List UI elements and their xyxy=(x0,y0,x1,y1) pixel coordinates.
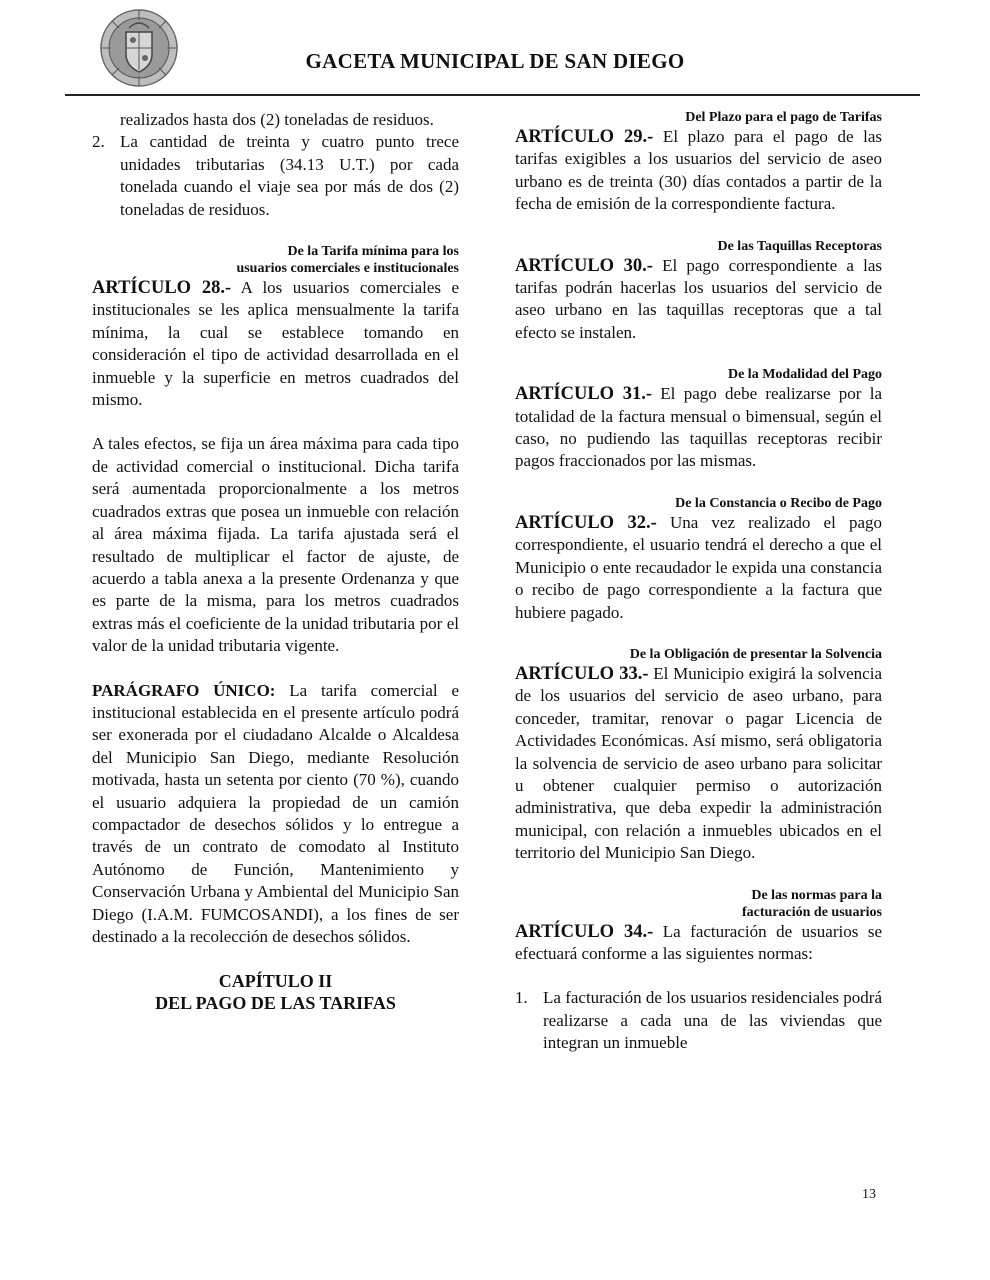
article-29-heading: Del Plazo para el pago de Tarifas xyxy=(685,110,882,125)
article-28-body: ARTÍCULO 28.- A los usuarios comerciales e institucionales se les aplica mensualmente la tarifa mínima, la cual se establece tomando en consideración el tipo de actividad desarrollada en el inmueble y la superficie en metros cuadrados del mismo. xyxy=(92,278,460,410)
list-item-text: La cantidad de treinta y cuatro punto trece unidades tributarias (34.13 U.T.) por cada tonelada cuando el viaje sea por más de dos (2) toneladas de residuos. xyxy=(120,132,459,219)
list-item-continuation: realizados hasta dos (2) toneladas de residuos. xyxy=(120,110,434,129)
left-column xyxy=(92,109,459,1014)
page-number: 13 xyxy=(862,1187,876,1202)
article-32-label: ARTÍCULO 32.- xyxy=(515,512,657,533)
right-column xyxy=(515,109,882,1055)
article-33-heading: De la Obligación de presentar la Solvencia xyxy=(629,646,882,662)
chapter-title: DEL PAGO DE LAS TARIFAS xyxy=(155,993,396,1014)
article-28-label: ARTÍCULO 28.- xyxy=(92,278,232,299)
article-31-label: ARTÍCULO 31.- xyxy=(515,384,653,405)
article-34-heading: De las normas para la facturación de usuarios xyxy=(742,887,882,920)
chapter-heading xyxy=(92,970,459,1014)
article-31-body: ARTÍCULO 31.- El pago debe realizarse por la totalidad de la factura mensual o bimensual, según el caso, no pudiendo las taquillas receptoras recibir pagos fraccionados por las mismas. xyxy=(515,384,883,471)
paragrafo-label: PARÁGRAFO ÚNICO: xyxy=(92,680,276,700)
article-34-label: ARTÍCULO 34.- xyxy=(515,921,654,942)
article-33-body: ARTÍCULO 33.- El Municipio exigirá la solvencia de los usuarios del servicio de aseo urbano, para conceder, tramitar, renovar o pagar Licencia de Actividades Económicas. Así mismo, será obligatoria la solvencia de servicio de aseo urbano para solicitar u obtener cualquier permiso o autorización administrativa, que deba expedir la administración municipal, con relación a inmuebles ubicados en el territorio del Municipio San Diego. xyxy=(515,663,882,863)
article-31-heading: De la Modalidad del Pago xyxy=(727,367,882,383)
gazette-title: GACETA MUNICIPAL DE SAN DIEGO xyxy=(305,49,685,73)
article-28-paragraph-2: A tales efectos, se fija un área máxima para cada tipo de actividad comercial o institucional. Dicha tarifa será aumentada proporcionalmente a los metros cuadrados extras que posea un inmueble con relación al área máxima fijada. La tarifa ajustada será el resultado de multiplicar el factor de ajuste, de acuerdo a tabla anexa a la presente Ordenanza y que es parte de la misma, para los metros cuadrados extras más el coeficiente de la unidad tributaria por el valor de la unidad tributaria vigente. xyxy=(92,434,459,656)
article-30-heading: De las Taquillas Receptoras xyxy=(717,238,882,254)
list-item-text: La facturación de los usuarios residenciales podrá realizarse a cada una de las viviendas que integran un inmueble xyxy=(543,988,882,1053)
coat-of-arms-icon xyxy=(99,8,179,88)
list-item xyxy=(92,131,459,221)
article-32-body: ARTÍCULO 32.- Una vez realizado el pago correspondiente, el usuario tendrá el derecho a que el Municipio o ente recaudador le expida una constancia o recibo de pago correspondiente a la factura que hubiere pagado. xyxy=(515,512,882,622)
header-divider xyxy=(65,94,920,96)
article-29-label: ARTÍCULO 29.- xyxy=(515,127,654,147)
list-item xyxy=(515,987,882,1054)
article-29-body: ARTÍCULO 29.- El plazo para el pago de las tarifas exigibles a los usuarios del servicio de aseo urbano es de treinta (30) días contados a partir de la fecha de emisión de la correspondiente factura. xyxy=(515,127,882,214)
article-34-body: ARTÍCULO 34.- La facturación de usuarios se efectuará conforme a las siguientes normas: xyxy=(515,921,883,963)
list-item-number: 1. xyxy=(515,988,528,1008)
paragrafo-unico: PARÁGRAFO ÚNICO: La tarifa comercial e institucional establecida en el presente artículo podrá ser exonerada por el ciudadano Alcalde o Alcaldesa del Municipio San Diego, mediante Resolución motivada, hasta un setenta por ciento (70 %), cuando el usuario adquiera la propiedad de un camión compactador de desechos sólidos y lo entregue a través de un contrato de comodato al Instituto Autónomo de Función, Mantenimiento y Conservación Urbana y Ambiental del Municipio San Diego (I.A.M. FUMCOSANDI), a los fines de ser destinado a la recolección de desechos sólidos. xyxy=(92,680,459,946)
chapter-number: CAPÍTULO II xyxy=(218,971,333,992)
article-33-label: ARTÍCULO 33.- xyxy=(515,663,649,684)
article-32-heading: De la Constancia o Recibo de Pago xyxy=(675,495,882,511)
article-30-label: ARTÍCULO 30.- xyxy=(515,255,653,276)
article-30-body: ARTÍCULO 30.- El pago correspondiente a las tarifas podrán hacerlas los usuarios del servicio de aseo urbano en las taquillas receptoras que a tal efecto se instalen. xyxy=(515,255,882,342)
list-item-number: 2. xyxy=(92,132,105,152)
article-28-heading: De la Tarifa mínima para los usuarios comerciales e institucionales xyxy=(236,244,459,277)
